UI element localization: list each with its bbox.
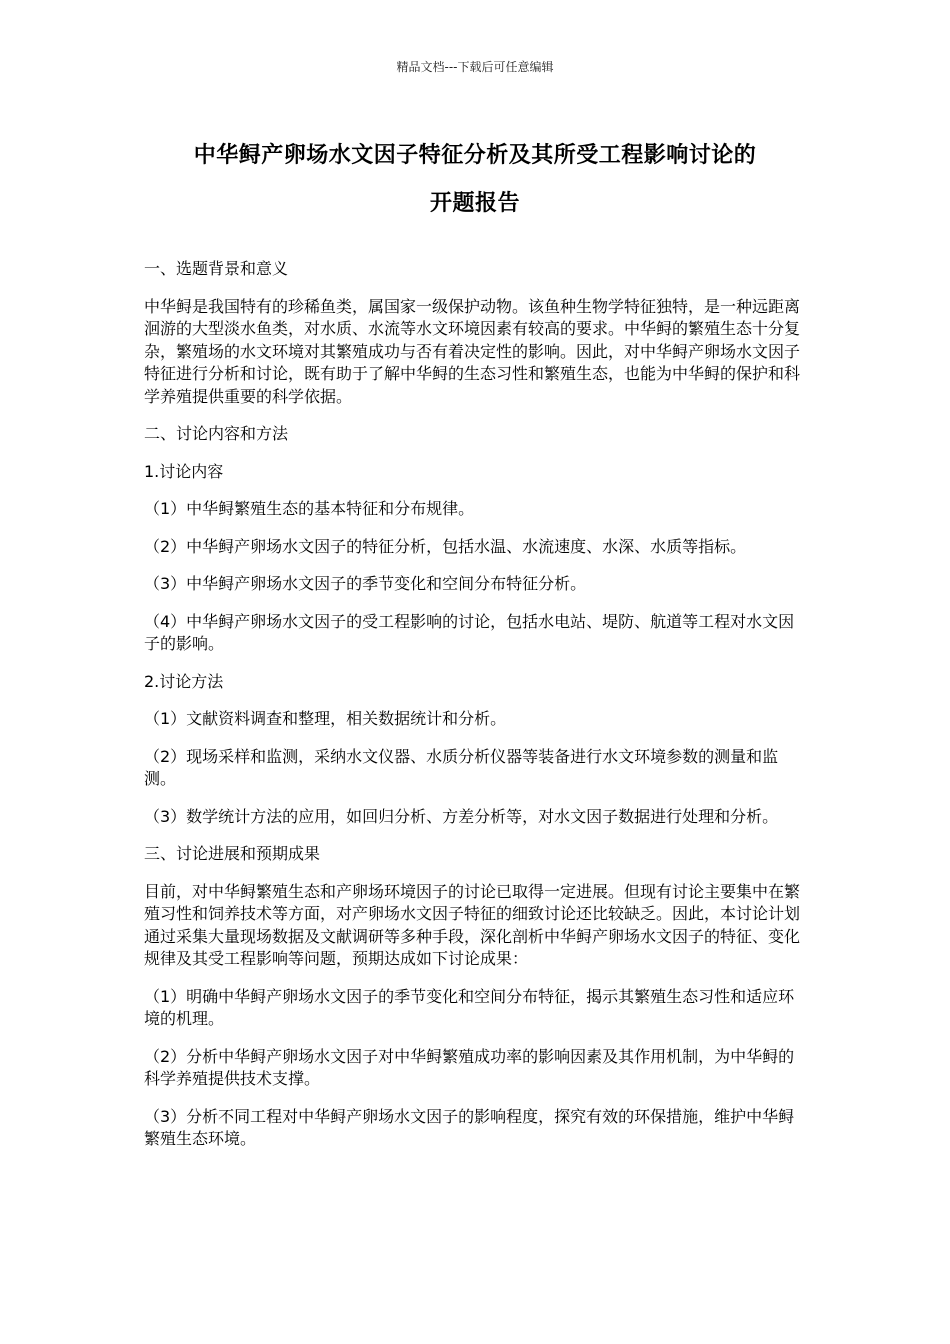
content-item-1: （1）中华鲟繁殖生态的基本特征和分布规律。: [144, 499, 475, 518]
section-heading-background: 一、选题背景和意义: [144, 259, 289, 278]
content-item-2: （2）中华鲟产卵场水文因子的特征分析，包括水温、水流速度、水深、水质等指标。: [144, 536, 747, 556]
title-line-2: 开题报告: [429, 191, 520, 216]
subheading-content: 1.讨论内容: [144, 461, 224, 481]
title-line-1: 中华鲟产卵场水文因子特征分析及其所受工程影响讨论的: [193, 143, 757, 168]
document-title: [120, 132, 830, 228]
section-heading-progress: 三、讨论进展和预期成果: [144, 844, 321, 863]
document-body: [144, 258, 808, 1166]
content-item-3: （3）中华鲟产卵场水文因子的季节变化和空间分布特征分析。: [144, 574, 587, 593]
method-item-1: （1）文献资料调查和整理，相关数据统计和分析。: [144, 709, 507, 728]
progress-paragraph: 目前，对中华鲟繁殖生态和产卵场环境因子的讨论已取得一定进展。但现有讨论主要集中在繁殖习性和饲养技术等方面，对产卵场水文因子特征的细致讨论还比较缺乏。因此，本讨论计划通过采集大量现场数据及文献调研等多种手段，深化剖析中华鲟产卵场水文因子的特征、变化规律及其受工程影响等问题，预期达成如下讨论成果：: [144, 881, 801, 968]
section-heading-content-methods: 二、讨论内容和方法: [144, 424, 289, 443]
background-paragraph: 中华鲟是我国特有的珍稀鱼类，属国家一级保护动物。该鱼种生物学特征独特，是一种远距离洄游的大型淡水鱼类，对水质、水流等水文环境因素有较高的要求。中华鲟的繁殖生态十分复杂，繁殖场的水文环境对其繁殖成功与否有着决定性的影响。因此，对中华鲟产卵场水文因子特征进行分析和讨论，既有助于了解中华鲟的生态习性和繁殖生态，也能为中华鲟的保护和科学养殖提供重要的科学依据。: [144, 296, 801, 406]
result-item-2: （2）分析中华鲟产卵场水文因子对中华鲟繁殖成功率的影响因素及其作用机制，为中华鲟的科学养殖提供技术支撑。: [144, 1046, 795, 1088]
method-item-2: （2）现场采样和监测，采纳水文仪器、水质分析仪器等装备进行水文环境参数的测量和监测。: [144, 746, 779, 788]
result-item-3: （3）分析不同工程对中华鲟产卵场水文因子的影响程度，探究有效的环保措施，维护中华鲟繁殖生态环境。: [144, 1106, 795, 1148]
content-item-4: （4）中华鲟产卵场水文因子的受工程影响的讨论，包括水电站、堤防、航道等工程对水文因子的影响。: [144, 611, 795, 653]
method-item-3: （3）数学统计方法的应用，如回归分析、方差分析等，对水文因子数据进行处理和分析。: [144, 806, 779, 826]
page-header: 精品文档---下载后可任意编辑: [396, 60, 554, 74]
subheading-methods: 2.讨论方法: [144, 671, 224, 691]
result-item-1: （1）明确中华鲟产卵场水文因子的季节变化和空间分布特征，揭示其繁殖生态习性和适应环境的机理。: [144, 986, 795, 1028]
